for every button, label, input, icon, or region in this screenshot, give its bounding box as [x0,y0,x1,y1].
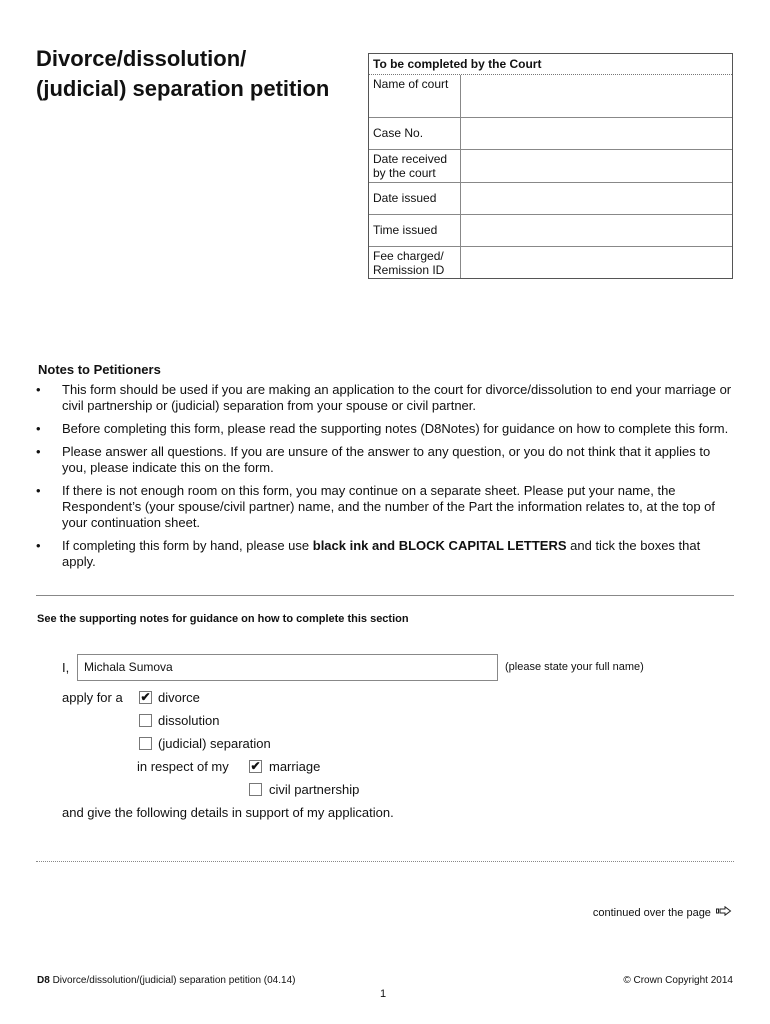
court-label-fee: Fee charged/ Remission ID [369,247,461,278]
judicial-separation-checkbox[interactable] [139,737,152,750]
marriage-checkbox[interactable]: ✔ [250,759,261,773]
copyright: © Crown Copyright 2014 [623,975,733,986]
court-label-case-no: Case No. [369,118,461,149]
court-row-date-received [369,150,732,183]
court-use-table [368,53,733,279]
page-title [36,44,329,104]
court-label-name-of-court: Name of court [369,75,461,117]
court-field-date-issued [461,183,732,214]
note-text-bold: black ink and BLOCK CAPITAL LETTERS [312,538,567,553]
civil-partnership-label: civil partnership [269,782,360,797]
civil-partnership-checkbox[interactable] [249,783,262,796]
full-name-field[interactable]: Michala Sumova [77,654,498,681]
court-row-fee [369,247,732,278]
continued-note [593,906,732,919]
bullet: • [36,382,41,397]
continued-text: continued over the page [592,907,711,919]
dissolution-checkbox[interactable] [139,714,152,727]
form-title: Divorce/dissolution/(judicial) separation petition (04.14) [52,975,296,986]
i-label: I, [62,660,70,675]
note-item [36,538,736,570]
divorce-checkbox[interactable]: ✔ [140,690,151,704]
court-row-time-issued [369,215,732,247]
court-label-date-received: Date received by the court [369,150,461,182]
judicial-separation-label: (judicial) separation [158,736,271,751]
court-label-time-issued: Time issued [369,215,461,246]
court-field-fee [461,247,732,278]
section-end-divider [36,861,734,862]
marriage-label: marriage [269,759,321,774]
note-text-after: and tick the boxes that apply. [62,538,701,569]
form-reference [37,975,295,986]
court-row-date-issued [369,183,732,215]
note-item [36,421,736,437]
section-guidance-heading: See the supporting notes for guidance on how to complete this section [37,613,409,625]
form-code: D8 [37,975,50,986]
note-item [36,382,736,414]
continue-arrow-icon [716,906,732,916]
page-number: 1 [380,988,387,1000]
section-divider [36,595,734,596]
closing-statement: and give the following details in support of my application. [62,805,394,820]
court-field-case-no [461,118,732,149]
court-field-date-received [461,150,732,182]
note-text: Before completing this form, please read the supporting notes (D8Notes) for guidance on how to complete this form. [62,421,729,436]
bullet: • [36,444,41,459]
note-text: Please answer all questions. If you are unsure of the answer to any question, or you do not think that it applies to you, please indicate this on the form. [62,444,711,475]
note-item [36,444,736,476]
court-row-name [369,75,732,118]
note-text: If there is not enough room on this form, you may continue on a separate sheet. Please put your name, the Respondent’s (your spouse/civil partner) name, and the number of the Part the information relates to, at the top of your continuation sheet. [62,483,716,530]
in-respect-label: in respect of my [137,759,229,774]
apply-for-label: apply for a [62,690,123,705]
bullet: • [36,421,41,436]
court-label-date-issued: Date issued [369,183,461,214]
title-line-2: (judicial) separation petition [36,76,330,101]
court-field-name-of-court [461,75,732,117]
bullet: • [36,483,41,498]
dissolution-label: dissolution [158,713,220,728]
court-table-heading: To be completed by the Court [369,54,732,75]
note-text-before: If completing this form by hand, please use [62,538,313,553]
title-line-1: Divorce/dissolution/ [36,46,247,71]
court-field-time-issued [461,215,732,246]
court-row-case-no [369,118,732,150]
full-name-hint: (please state your full name) [505,661,644,673]
notes-list [36,382,736,577]
bullet: • [36,538,41,553]
note-text: This form should be used if you are making an application to the court for divorce/dissolution to end your marriage or civil partnership or (judicial) separation from your spouse or civil partner. [62,382,732,413]
divorce-label: divorce [158,690,200,705]
note-item [36,483,736,531]
notes-heading: Notes to Petitioners [38,362,161,377]
